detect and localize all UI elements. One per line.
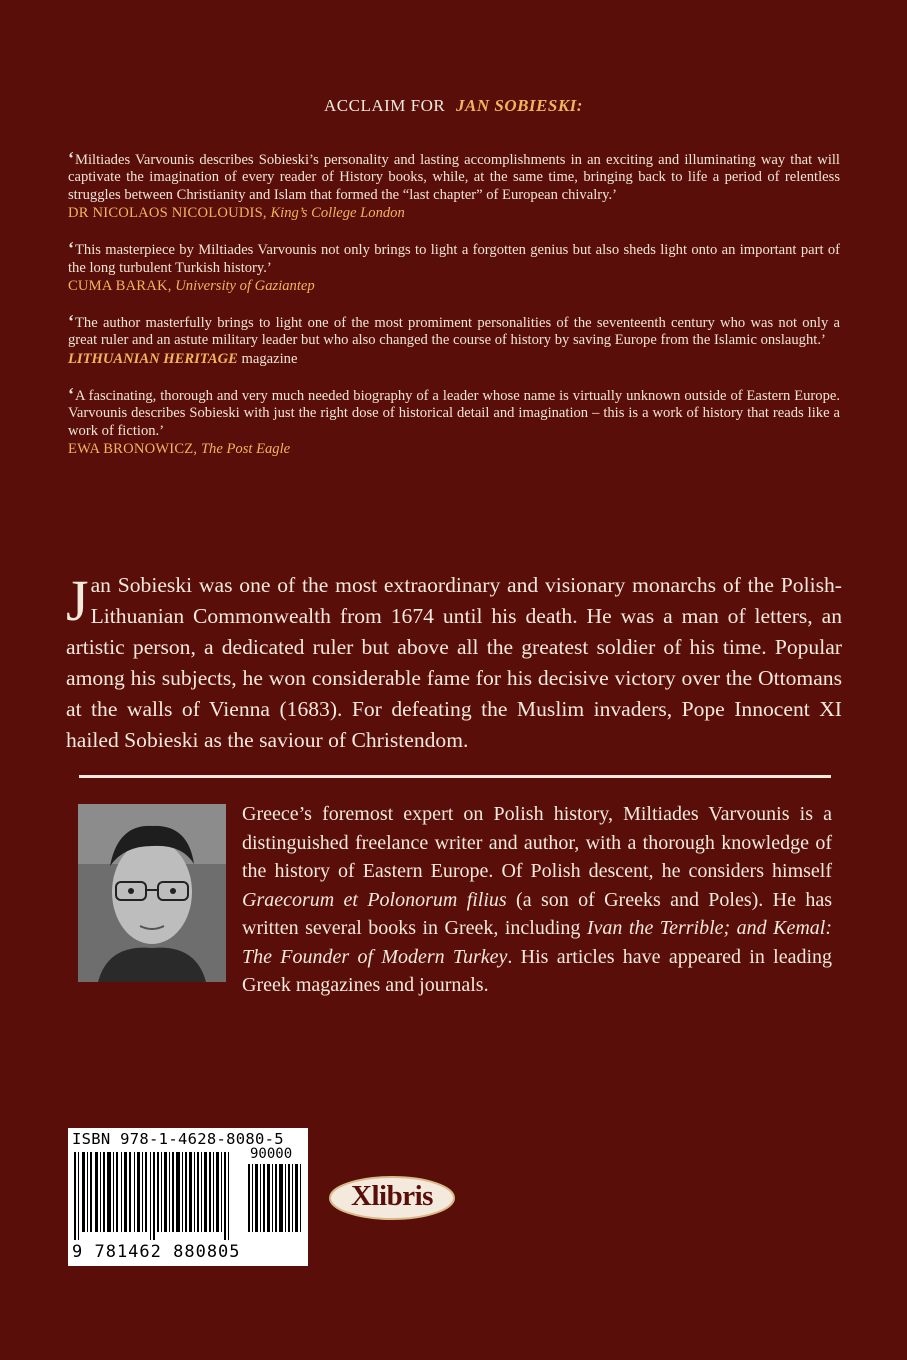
review-quote [68,311,840,368]
quote-attribution [68,277,840,295]
isbn-barcode [68,1128,308,1266]
drop-cap: J [66,568,89,633]
barcode-digits: 9 781462 880805 [72,1242,241,1262]
acclaim-heading [0,96,907,116]
reviewer-name: EWA BRONOWICZ, [68,441,198,458]
review-quotes [68,148,840,478]
reviewer-affiliation: magazine [241,350,298,367]
description-text: an Sobieski was one of the most extraordinary and visionary monarchs of the Polish-Lithuanian Commonwealth from 1674 until his death. He was a man of letters, an artistic person, a dedicated ruler but above all the greatest soldier of his time. Popular among his subjects, he won considerable fame for his decisive victory over the Ottomans at the walls of Vienna (1683). For defeating the Muslim invaders, Pope Innocent XI hailed Sobieski as the saviour of Christendom. [66,573,842,752]
quote-text: ‘This masterpiece by Miltiades Varvounis not only brings to light a forgotten genius but also sheds light onto an important part of the long turbulent Turkish history.’ [68,238,840,276]
publisher-logo [328,1174,456,1222]
isbn-number: ISBN 978-1-4628-8080-5 [72,1130,284,1148]
reviewer-name: CUMA BARAK, [68,278,172,295]
quote-text: ‘A fascinating, thorough and very much needed biography of a leader whose name is virtually unknown outside of Eastern Europe. Varvounis describes Sobieski with just the right dose of historical detail and imagination – this is a work of history that reads like a work of fiction.’ [68,383,840,439]
publisher-name: Xlibris [351,1180,433,1212]
acclaim-label: ACCLAIM FOR [324,96,446,115]
reviewer-name: LITHUANIAN HERITAGE [68,350,238,367]
review-quote [68,238,840,295]
quote-text: ‘Miltiades Varvounis describes Sobieski’s personality and lasting accomplishments in an exciting and illuminating way that will captivate the imagination of every reader of History books, while, at the same time, bringing back to life a period of relentless struggles between Christianity and Islam that formed the “last chapter” of European chivalry.’ [68,148,840,203]
reviewer-affiliation: University of Gaziantep [175,278,315,295]
quote-attribution [68,204,840,222]
reviewer-affiliation: The Post Eagle [200,441,291,458]
bio-text-2: (a son of Greeks and Poles). He has written several books in Greek, including [242,888,832,939]
review-quote [68,383,840,458]
price-code: 90000 [250,1146,293,1162]
bio-text-1: Greece’s foremost expert on Polish history, Miltiades Varvounis is a distinguished freelance writer and author, with a thorough knowledge of the history of Eastern Europe. Of Polish descent, he considers himself [242,803,832,882]
author-bio [78,800,832,1000]
author-photo [78,804,226,982]
bio-book-titles: Ivan the Terrible; and Kemal: The Founder of Modern Turkey [242,917,832,968]
barcode-bars-icon [74,1152,244,1240]
author-portrait-icon [78,804,226,982]
quote-attribution [68,440,840,458]
reviewer-name: DR NICOLAOS NICOLOUDIS, [68,205,267,222]
price-barcode-icon [248,1164,302,1232]
divider [79,775,831,778]
book-description [66,570,842,756]
reviewer-affiliation: King’s College London [270,205,405,222]
acclaim-book-title: JAN SOBIESKI: [456,96,583,115]
bio-text-3: . His articles have appeared in leading Greek magazines and journals. [242,945,833,996]
quote-text: ‘The author masterfully brings to light one of the most promiment personalities of the seventeenth century who was not only a great ruler and an astute military leader but who also changed the course of history by saving Europe from the Islamic onslaught.’ [68,311,840,349]
quote-attribution [68,350,840,368]
review-quote [68,148,840,222]
bio-latin-phrase: Graecorum et Polonorum filius [242,888,507,911]
